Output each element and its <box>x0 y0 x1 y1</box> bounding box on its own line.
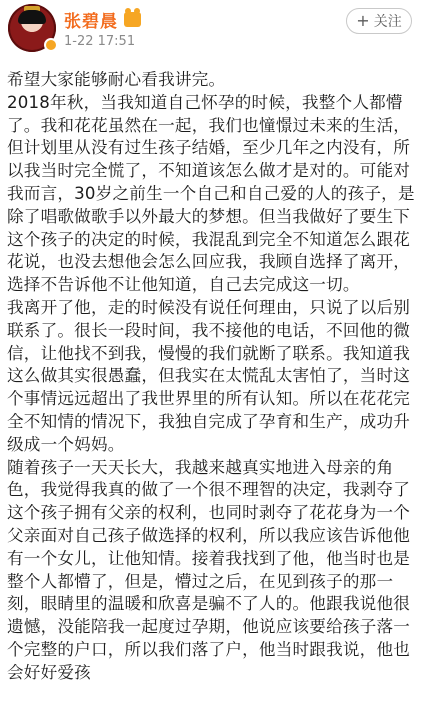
avatar-badge-icon <box>44 38 58 52</box>
vip-crown-icon <box>124 12 141 27</box>
post-timestamp: 1-22 17:51 <box>64 34 136 49</box>
avatar[interactable] <box>8 4 56 52</box>
post-paragraph: 我离开了他，走的时候没有说任何理由，只说了以后别联系了。很长一段时间，我不接他的电话，不回他的微信，让他找不到我，慢慢的我们就断了联系。我知道我这么做其实很愚蠢，但我实在太慌乱太害怕了，当时这个事情远远超出了我世界里的所有认知。所以在花花完全不知情的情况下，我独自完成了孕育和生产，成功升级成一个妈妈。 <box>7 297 411 454</box>
username[interactable]: 张碧晨 <box>64 11 118 32</box>
follow-button[interactable] <box>346 8 412 34</box>
follow-label: 关注 <box>373 14 402 30</box>
post-paragraph: 2018年秋，当我知道自己怀孕的时候，我整个人都懵了。我和花花虽然在一起，我们也憧憬过未来的生活，但计划里从没有过生孩子结婚，至少几年之内没有，所以我当时完全慌了，不知道该怎么做才是对的。可能对我而言，30岁之前生一个自己和自己爱的人的孩子，是除了唱歌做歌手以外最大的梦想。但当我做好了要生下这个孩子的决定的时候，我混乱到完全不知道怎么跟花花说，也没去想他会怎么回应我，我顾自选择了离开，选择不告诉他不让他知道，自己去完成这一切。 <box>7 92 415 295</box>
post-paragraph: 希望大家能够耐心看我讲完。 <box>7 70 226 89</box>
plus-icon: + <box>356 11 370 30</box>
post-paragraph: 随着孩子一天天长大，我越来越真实地进入母亲的角色，我觉得我真的做了一个很不理智的决定，我剥夺了这个孩子拥有父亲的权利，也同时剥夺了花花身为一个父亲面对自己孩子做选择的权利，所以我应该告诉他他有一个女儿，让他知情。接着我找到了他，他当时也是整个人都懵了，但是，懵过之后，在见到孩子的那一刻，眼睛里的温暖和欣喜是骗不了人的。他跟我说他很遗憾，没能陪我一起度过孕期，他说应该要给孩子落一个完整的户口，所以我们落了户，他当时跟我说，他也会好好爱孩 <box>7 457 411 682</box>
name-row <box>64 8 141 30</box>
post-body <box>7 69 417 685</box>
post-header <box>0 0 422 64</box>
avatar-hair <box>18 10 46 24</box>
